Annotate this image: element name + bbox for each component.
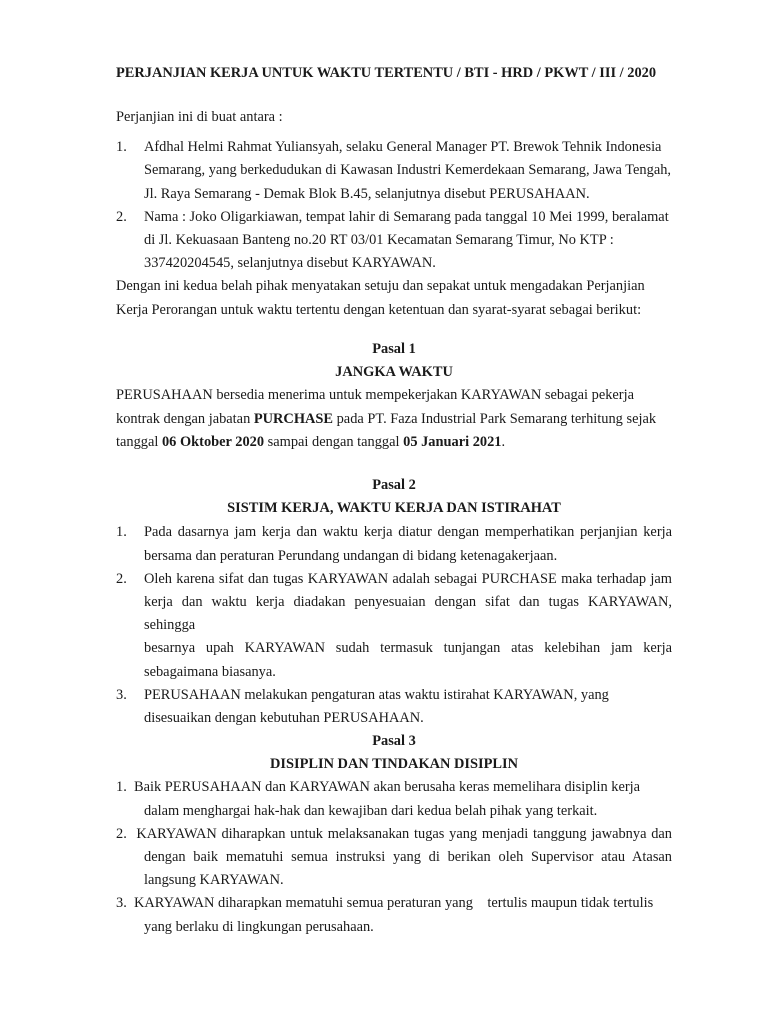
intro-section: [116, 106, 672, 322]
list-line: [116, 823, 672, 846]
list-line: Semarang, yang berkedudukan di Kawasan Industri Kemerdekaan Semarang, Jawa Tengah,: [144, 162, 671, 179]
pasal-heading: JANGKA WAKTU: [335, 364, 453, 381]
list-line: Oleh karena sifat dan tugas KARYAWAN adalah sebagai PURCHASE maka terhadap jam: [144, 570, 672, 587]
list-line: kerja dan waktu kerja diadakan penyesuaian dengan sifat dan tugas KARYAWAN, sehingga: [144, 594, 672, 634]
list-number: 1.: [116, 139, 127, 156]
intro-lead: Perjanjian ini di buat antara :: [116, 109, 283, 125]
pasal-number: Pasal 1: [372, 341, 416, 357]
list-line: yang berlaku di lingkungan perusahaan.: [144, 918, 374, 935]
text-run: kontrak dengan jabatan: [116, 410, 254, 427]
text-run: pada PT. Faza Industrial Park Semarang terhitung sejak: [333, 410, 657, 427]
list-item: [116, 206, 672, 276]
closing-line: Dengan ini kedua belah pihak menyatakan setuju dan sepakat untuk mengadakan Perjanjian: [116, 278, 645, 295]
list-number: 1.: [116, 524, 127, 541]
list-line: [116, 776, 672, 799]
list-line: 337420204545, selanjutnya disebut KARYAWAN.: [144, 255, 436, 272]
list-line: dengan baik mematuhi semua instruksi yang di berikan oleh Supervisor atau Atasan: [144, 849, 672, 866]
list-line: Afdhal Helmi Rahmat Yuliansyah, selaku General Manager PT. Brewok Tehnik Indonesia: [144, 139, 662, 156]
pasal-1-section: [116, 338, 672, 454]
list-item: [116, 776, 672, 822]
list-line: PERUSAHAAN melakukan pengaturan atas waktu istirahat KARYAWAN, yang: [144, 686, 609, 703]
paragraph-line: [116, 408, 672, 431]
list-item: [116, 136, 672, 206]
list-line: Nama : Joko Oligarkiawan, tempat lahir di Semarang pada tanggal 10 Mei 1999, beralamat: [144, 208, 669, 225]
list-line: [116, 892, 672, 915]
list-line: disesuaikan dengan kebutuhan PERUSAHAAN.: [144, 710, 424, 727]
pasal-heading: DISIPLIN DAN TINDAKAN DISIPLIN: [269, 756, 519, 773]
pasal-3-section: [116, 730, 672, 939]
pasal-2-section: [116, 474, 672, 730]
pasal-number: Pasal 2: [372, 477, 416, 493]
list-line: sebagaimana biasanya.: [144, 663, 276, 680]
list-number: 2.: [116, 208, 127, 225]
list-text: KARYAWAN diharapkan untuk melaksanakan tugas yang menjadi tanggung jawabnya dan: [136, 825, 672, 842]
list-item: [116, 521, 672, 567]
start-date: 06 Oktober 2020: [161, 433, 265, 450]
pasal-number: Pasal 3: [372, 733, 416, 749]
closing-line: Kerja Perorangan untuk waktu tertentu dengan ketentuan dan syarat-syarat sebagai berikut:: [116, 301, 642, 318]
list-item: [116, 684, 672, 730]
pasal-heading: SISTIM KERJA, WAKTU KERJA DAN ISTIRAHAT: [227, 500, 561, 517]
list-item: [116, 568, 672, 684]
list-number: 1.: [116, 779, 127, 796]
list-number: 2.: [116, 570, 127, 587]
document-title: PERJANJIAN KERJA UNTUK WAKTU TERTENTU / BTI - HRD / PKWT / III / 2020: [116, 65, 657, 81]
list-line: Jl. Raya Semarang - Demak Blok B.45, selanjutnya disebut PERUSAHAAN.: [144, 185, 590, 202]
text-run: sampai dengan tanggal: [264, 433, 404, 450]
list-number: 3.: [116, 686, 127, 703]
list-line: langsung KARYAWAN.: [144, 872, 284, 889]
list-line: Pada dasarnya jam kerja dan waktu kerja diatur dengan memperhatikan perjanjian kerja: [144, 524, 672, 541]
list-number: 3.: [116, 895, 127, 912]
list-line: bersama dan peraturan Perundang undangan di bidang ketenagakerjaan.: [144, 547, 558, 564]
list-text: Baik PERUSAHAAN dan KARYAWAN akan berusaha keras memelihara disiplin kerja: [134, 779, 641, 796]
text-run: .: [501, 433, 506, 450]
list-line: dalam menghargai hak-hak dan kewajiban dari kedua belah pihak yang terkait.: [144, 802, 598, 819]
text-run: tanggal: [116, 433, 162, 450]
list-item: [116, 892, 672, 938]
list-text: KARYAWAN diharapkan mematuhi semua peraturan yang tertulis maupun tidak tertulis: [134, 895, 654, 912]
paragraph-line: PERUSAHAAN bersedia menerima untuk mempekerjakan KARYAWAN sebagai pekerja: [116, 387, 634, 404]
list-item: [116, 823, 672, 893]
list-number: 2.: [116, 825, 127, 842]
paragraph-line: [116, 431, 672, 454]
end-date: 05 Januari 2021: [403, 433, 502, 450]
list-line: di Jl. Kekuasaan Banteng no.20 RT 03/01 Kecamatan Semarang Timur, No KTP :: [144, 232, 614, 249]
list-line: besarnya upah KARYAWAN sudah termasuk tunjangan atas kelebihan jam kerja: [144, 640, 672, 657]
position-name: PURCHASE: [253, 410, 334, 427]
